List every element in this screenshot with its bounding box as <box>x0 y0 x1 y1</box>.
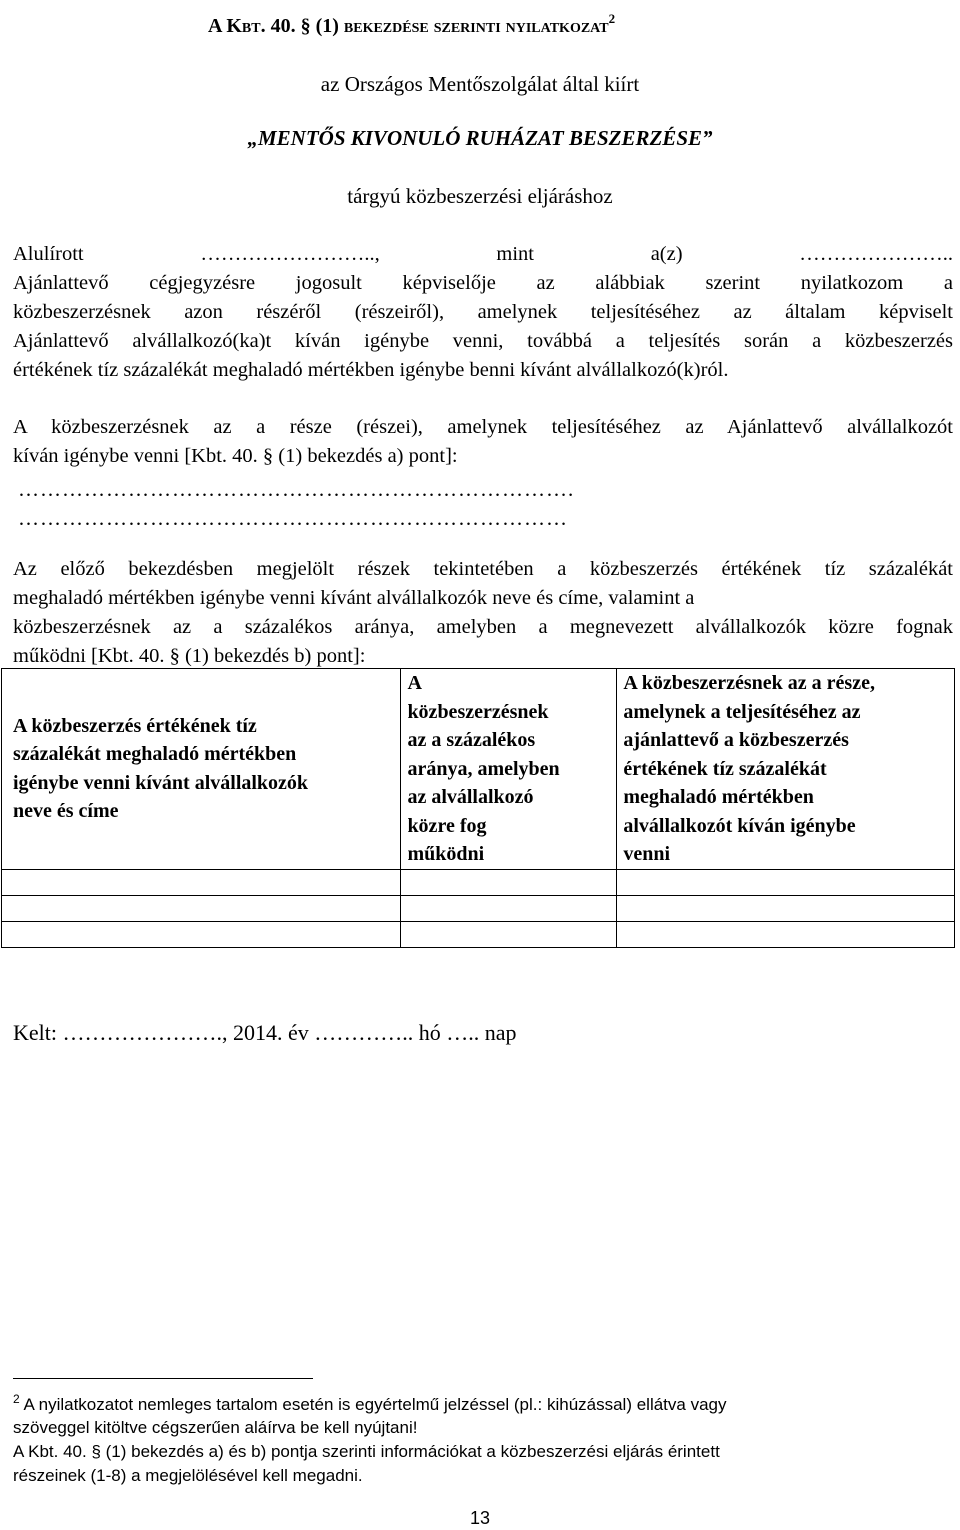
table-cell[interactable] <box>617 921 955 947</box>
header-procurement-part: A közbeszerzésnek az a része, amelynek a teljesítéséhez az ajánlattevő a közbeszerzés értékének tíz százalékát meghaladó mértékben alvállalkozót kíván igénybe venni <box>617 669 955 870</box>
part-a-line: A közbeszerzésnek az a része (részei), amelynek teljesítéséhez az Ajánlattevő alvállalkozót <box>13 416 953 438</box>
declaration-line: Alulírott …………………….., mint a(z) ………………….. <box>13 243 953 265</box>
part-b-line: működni [Kbt. 40. § (1) bekezdés b) pont]: <box>13 645 366 667</box>
table-cell[interactable] <box>617 895 955 921</box>
table-cell[interactable] <box>2 895 401 921</box>
header-subcontractor-name-address: A közbeszerzés értékének tíz százalékát meghaladó mértékben igénybe venni kívánt alvállalkozók neve és címe <box>2 669 401 870</box>
subcontractor-table <box>1 668 955 948</box>
part-b-line: meghaladó mértékben igénybe venni kívánt alvállalkozók neve és címe, valamint a <box>13 587 695 609</box>
table-row <box>2 921 955 947</box>
footnote-line: részeinek (1-8) a megjelölésével kell megadni. <box>13 1466 363 1485</box>
declaration-line: Ajánlattevő alvállalkozó(ka)t kíván igénybe venni, továbbá a teljesítés során a közbeszerzés <box>13 330 953 352</box>
document-title: A Kbt. 40. § (1) bekezdése szerinti nyilatkozat$^2$ <box>208 11 616 37</box>
issuer-line: az Országos Mentőszolgálat által kiírt <box>320 72 640 96</box>
part-b-line: Az előző bekezdésben megjelölt részek tekintetében a közbeszerzés értékének tíz százalékát <box>13 558 953 580</box>
declaration-line: értékének tíz százalékát meghaladó mértékben igénybe benni kívánt alvállalkozó(k)ról. <box>13 359 729 381</box>
table-cell[interactable] <box>2 869 401 895</box>
date-line: Kelt: …………………., 2014. év ………….. hó ….. nap <box>13 1020 517 1045</box>
footnote-separator <box>13 1378 313 1379</box>
footnote-reference: 2 <box>608 11 616 26</box>
part-a-dotted-field: …………………………………………………………………. <box>18 477 575 501</box>
table-cell[interactable] <box>2 921 401 947</box>
procurement-subject: „MENTŐS KIVONULÓ RUHÁZAT BESZERZÉSE” <box>247 126 713 150</box>
footnote-number: 2 <box>13 1392 20 1406</box>
procedure-line: tárgyú közbeszerzési eljáráshoz <box>347 184 613 208</box>
part-b-line: közbeszerzésnek az a százalékos aránya, amelyben a megnevezett alvállalkozók közre fognak <box>13 616 953 638</box>
declaration-line: Ajánlattevő cégjegyzésre jogosult képviselője az alábbiak szerint nyilatkozom a <box>13 272 953 294</box>
part-a-dotted-field: ………………………………………………………………… <box>18 506 568 530</box>
table-row <box>2 895 955 921</box>
table-header-row <box>2 669 955 870</box>
header-percentage-share: A közbeszerzésnek az a százalékos aránya, amelyben az alvállalkozó közre fog működni <box>401 669 617 870</box>
declaration-line: közbeszerzésnek azon részéről (részeiről), amelynek teljesítéséhez az általam képviselt <box>13 301 953 323</box>
page-number: 13 <box>469 1508 491 1528</box>
table-row <box>2 869 955 895</box>
table-cell[interactable] <box>617 869 955 895</box>
table-cell[interactable] <box>401 869 617 895</box>
table-cell[interactable] <box>401 921 617 947</box>
table-cell[interactable] <box>401 895 617 921</box>
footnote-line: szöveggel kitöltve cégszerűen aláírva be kell nyújtani! <box>13 1418 418 1437</box>
part-a-line: kíván igénybe venni [Kbt. 40. § (1) bekezdés a) pont]: <box>13 445 458 467</box>
footnote-line: A Kbt. 40. § (1) bekezdés a) és b) pontja szerinti információkat a közbeszerzési eljárás érintett <box>13 1442 720 1461</box>
footnote-line: $^2$ A nyilatkozatot nemleges tartalom esetén is egyértelmű jelzéssel (pl.: kihúzással) ellátva vagy <box>13 1392 727 1414</box>
